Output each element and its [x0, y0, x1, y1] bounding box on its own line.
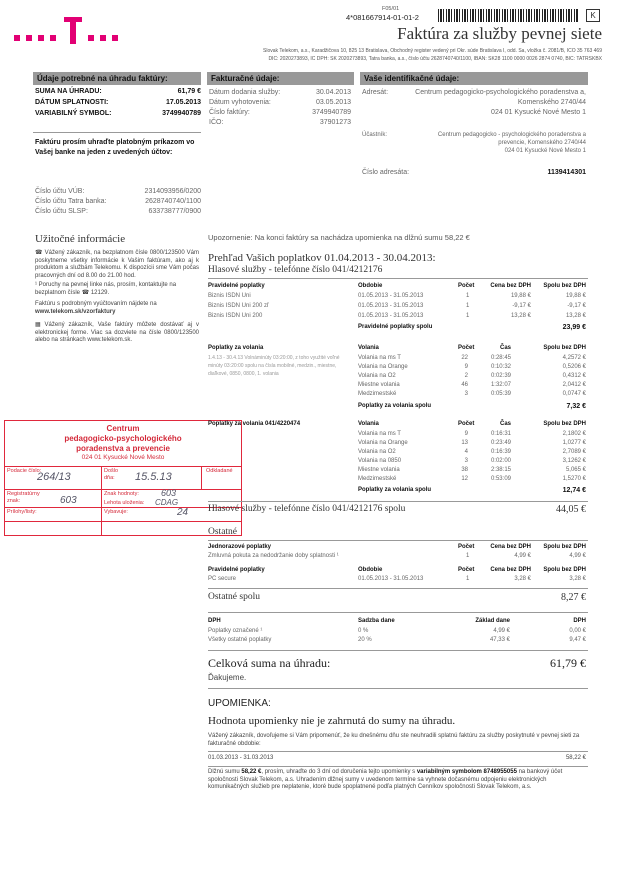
col-header: Sadzba dane	[358, 618, 395, 624]
subtotal-label: Poplatky za volania spolu	[358, 403, 432, 409]
overview-title: Prehľad Vašich poplatkov 01.04.2013 - 30.04.2013:	[208, 252, 436, 264]
vzorfaktury-link[interactable]: www.telekom.sk/vzorfaktury	[35, 309, 116, 315]
table-row: Všetky ostatné poplatky 20 % 47,33 € 9,47 €	[208, 637, 586, 643]
account-value: 2628740740/1100	[145, 198, 201, 205]
subtotal-label: Poplatky za volania spolu	[358, 487, 432, 493]
stamp-field-label: Vybavuje:	[104, 509, 128, 515]
useful-info-p3: Faktúru s podrobným vyúčtovaním nájdete na	[35, 301, 157, 307]
delivery-date-label: Dátum dodania služby:	[209, 89, 281, 96]
table-row: Zmluvná pokuta za nedodržanie doby splatnosti ¹ 1 4,99 € 4,99 €	[208, 553, 586, 559]
col-header: Poplatky za volania	[208, 345, 264, 351]
ucastnik-line: 024 01 Kysucké Nové Mesto 1	[504, 148, 586, 154]
col-header: Počet	[458, 544, 475, 550]
col-header: Obdobie	[358, 567, 383, 573]
text: na bankový účet spoločnosti Slovak Telekom, a.s. Uhradením dlžnej sumy v uvedenom termíne sa vyhnete dočasnému odpojeniu elektronických komunikačných služieb pre neplatenie, ktoré bude spoplatnené podľa platných Cenníkov spoločnosti Slovak Telekom, a.s.	[208, 769, 563, 790]
debt-amount: 58,22 €	[241, 769, 262, 775]
voice-service-total-label: Hlasové služby - telefónne číslo 041/4212176 spolu	[208, 504, 406, 514]
stamp-field-label: Lehota uloženia:	[104, 500, 145, 506]
stamp-handwriting: 264/13	[37, 471, 71, 483]
useful-info-p2: ¹ Poruchy na pevnej linke nás, prosím, kontaktujte na bezplatnom čísle ☎ 12129.	[35, 282, 177, 296]
invoice-number-label: Číslo faktúry:	[209, 109, 250, 116]
t-logo-icon	[14, 14, 124, 48]
col-header: Spolu bez DPH	[543, 421, 586, 427]
col-header: Cena bez DPH	[490, 567, 531, 573]
col-header: Počet	[458, 345, 475, 351]
barcode-number: 4*081667914-01-01-2	[346, 13, 419, 22]
col-header: Pravidelné poplatky	[208, 283, 265, 289]
adresat-label: Adresát:	[362, 89, 389, 96]
stamp-handwriting: CDAG	[155, 498, 179, 507]
ico-label: IČO:	[209, 119, 224, 126]
issue-date-label: Dátum vyhotovenia:	[209, 99, 271, 106]
ucastnik-label: Účastník:	[362, 132, 388, 138]
other-total-value: 8,27 €	[561, 592, 586, 603]
other-total-label: Ostatné spolu	[208, 592, 260, 602]
table-row: Poplatky označené ¹ 0 % 4,99 € 0,00 €	[208, 628, 586, 634]
stamp-line: poradenstva a prevencie	[76, 444, 170, 453]
reminder-period: 01.03.2013 - 31.03.2013	[208, 755, 274, 761]
table-row: Biznis ISDN Uni 01.05.2013 - 31.05.2013 1 19,88 € 19,88 €	[208, 293, 586, 299]
stamp-field-label: Došlo dňa:	[104, 468, 119, 481]
table-row: Medzimestské 3 0:05:39 0,0747 €	[358, 391, 586, 397]
col-header: Počet	[458, 567, 475, 573]
voice-service-total-value: 44,05 €	[556, 504, 586, 515]
section-label: Poplatky za volania 041/4220474	[208, 421, 301, 427]
invoice-title: Faktúra za služby pevnej siete	[397, 24, 602, 43]
variable-symbol-label: VARIABILNÝ SYMBOL:	[35, 110, 112, 117]
table-row: Volania na O2 4 0:16:39 2,7089 €	[358, 449, 586, 455]
stamp-field-label: Podacie číslo:	[7, 468, 42, 474]
col-header: Spolu bez DPH	[543, 345, 586, 351]
col-header: Volania	[358, 345, 379, 351]
col-header: Čas	[499, 421, 511, 427]
stamp-field-label: Registratúrny znak:	[7, 491, 40, 504]
barcode	[438, 9, 578, 22]
col-header: DPH	[208, 618, 221, 624]
payment-heading: Údaje potrebné na úhradu faktúry:	[33, 72, 201, 85]
subtotal-value: 23,99 €	[562, 324, 586, 331]
col-header: Spolu bez DPH	[543, 567, 586, 573]
reminder-subtitle: Hodnota upomienky nie je zahrnutá do sumy na úhradu.	[208, 715, 456, 727]
stamp-line: 024 01 Kysucké Nové Mesto	[81, 454, 165, 461]
text: , prosím, uhraďte do 3 dní od doručenia tejto upomienky s	[261, 769, 417, 775]
table-row: Biznis ISDN Uni 200 zľ 01.05.2013 - 31.05.2013 1 -9,17 € -9,17 €	[208, 303, 586, 309]
invoice-details	[209, 89, 351, 131]
stamp-field-label: Prílohy/listy:	[7, 509, 37, 515]
col-header: Obdobie	[358, 283, 383, 289]
useful-info-title: Užitočné informácie	[35, 233, 126, 245]
table-row: Volania na ms T 22 0:28:45 4,2572 €	[358, 355, 586, 361]
account-label: Číslo účtu VÚB:	[35, 188, 85, 195]
stamp-line: Centrum	[106, 424, 140, 433]
invoice-heading: Fakturačné údaje:	[207, 72, 354, 85]
grand-total-label: Celková suma na úhradu:	[208, 656, 331, 670]
stamp-handwriting: 603	[60, 495, 77, 506]
telekom-logo	[14, 14, 124, 48]
doc-code: F05/01	[382, 6, 400, 12]
calls2-table	[208, 421, 586, 501]
col-header: Cena bez DPH	[490, 544, 531, 550]
thanks-text: Ďakujeme.	[208, 673, 247, 682]
col-header: Cena bez DPH	[490, 283, 531, 289]
table-row: Volania na Orange 9 0:10:32 0,5206 €	[358, 364, 586, 370]
variable-symbol-value: 3749940789	[162, 110, 201, 117]
reminder-text: Vážený zákazník, dovoľujeme si Vám pripomenúť, že ku dnešnému dňu ste neuhradili splatnú faktúru za služby poskytnuté v pevnej sieti za fakturačné obdobie:	[208, 733, 580, 747]
ident-details	[362, 89, 586, 179]
amount-label: SUMA NA ÚHRADU:	[35, 88, 102, 95]
account-label: Číslo účtu SLSP:	[35, 208, 88, 215]
adresat-line: Centrum pedagogicko-psychologického poradenstva a,	[415, 89, 586, 96]
subtotal-value: 12,74 €	[562, 487, 586, 494]
text: Dlžnú sumu	[208, 769, 242, 775]
stamp-field-label: Odkladané	[206, 468, 233, 474]
table-row: Biznis ISDN Uni 200 01.05.2013 - 31.05.2013 1 13,28 € 13,28 €	[208, 313, 586, 319]
variable-symbol: variabilným symbolom 8748955055	[416, 769, 517, 775]
stamp-line: pedagogicko-psychologického	[64, 434, 182, 443]
ident-heading: Vaše identifikačné údaje:	[360, 72, 588, 85]
reminder-title: UPOMIENKA:	[208, 698, 271, 709]
col-header: Čas	[499, 345, 511, 351]
col-header: Jednorazové poplatky	[208, 544, 272, 550]
stamp-field-label: Znak hodnoty:	[104, 491, 139, 497]
col-header: Počet	[458, 283, 475, 289]
table-row: Volania na Orange 13 0:23:49 1,0277 €	[358, 440, 586, 446]
reminder-amount: 58,22 €	[565, 755, 586, 761]
due-date-value: 17.05.2013	[165, 99, 201, 106]
issue-date-value: 03.05.2013	[315, 99, 351, 106]
table-row: Miestne volania 38 2:38:15 5,065 €	[358, 467, 586, 473]
ucastnik-line: prevencie, Komenského 2740/44	[498, 140, 586, 146]
vat-table	[208, 618, 586, 648]
useful-info-p1: ☎ Vážený zákazník, na bezplatnom čísle 0800/123500 Vám poskytneme všetky informácie k Vašim faktúram, ako aj k produktom a službám Telekomu. K dispozícii sme Vám počas pracovných dní od 8.00 do 21.00 hod.	[35, 250, 199, 279]
col-header: DPH	[573, 618, 586, 624]
payment-details	[35, 88, 201, 120]
account-value: 2314093956/0200	[144, 188, 201, 195]
company-info-2: DIČ: 2020273893, IČ DPH: SK 2020273893, Tatra banka, a.s., číslo účtu 2628740740/1100, IBAN: SK28 1100 0000 0026 2874 0740, BIC: TATRSKBX	[268, 56, 602, 62]
table-row: PC secure 01.05.2013 - 31.05.2013 1 3,28 € 3,28 €	[208, 576, 586, 582]
payment-note: Faktúru prosím uhraďte platobným príkazom vo Vašej banke na jeden z uvedených účtov:	[35, 139, 195, 156]
bank-accounts	[35, 188, 201, 220]
table-row: Volania na ms T 9 0:16:31 2,1802 €	[358, 431, 586, 437]
adresat-line: Komenského 2740/44	[517, 99, 586, 106]
invoice-number-value: 3749940789	[312, 109, 351, 116]
grand-total-value: 61,79 €	[550, 656, 586, 670]
col-header: Pravidelné poplatky	[208, 567, 265, 573]
voice-service-title: Hlasové služby - telefónne číslo 041/4212176	[208, 265, 383, 275]
overdue-warning: Upozornenie: Na konci faktúry sa nachádza upomienka na dlžnú sumu 58,22 €	[208, 233, 470, 242]
free-minutes-note: 1.4.13 - 30.4.13 Volnáminúty 03:20:00, z toho využité voľné minúty 03:20:00 spolu na čísla mobilné, medzin., miestne, diaľkové, 0850, 0800, 1. volania	[208, 355, 340, 377]
ucastnik-line: Centrum pedagogicko - psychologického poradenstva a	[437, 132, 586, 138]
box-letter: K	[586, 9, 600, 22]
other-table	[208, 544, 586, 588]
account-value: 633738777/0900	[148, 208, 201, 215]
col-header: Volania	[358, 421, 379, 427]
stamp-handwriting: 603	[161, 488, 177, 498]
calls-table	[208, 345, 586, 415]
table-row: Miestne volania 46 1:32:07 2,0412 €	[358, 382, 586, 388]
col-header: Počet	[458, 421, 475, 427]
table-row: Volania na O2 2 0:02:39 0,4312 €	[358, 373, 586, 379]
col-header: Základ dane	[475, 618, 510, 624]
table-row: Medzimestské 12 0:53:09 1,5270 €	[358, 476, 586, 482]
customer-number-label: Číslo adresáta:	[362, 169, 410, 176]
stamp-handwriting: 24	[177, 507, 189, 518]
company-info-1: Slovak Telekom, a.s., Karadžičova 10, 825 13 Bratislava, Obchodný register vedený pri Okr. súde Bratislava I, odd. Sa, vložka č. 2081/B, IČO 35 763 469	[263, 48, 602, 54]
adresat-line: 024 01 Kysucké Nové Mesto 1	[491, 109, 586, 116]
regular-fees-table	[208, 283, 586, 343]
reminder-instructions	[208, 769, 586, 792]
useful-info-p4: ▦ Vážený zákazník, Vaše faktúry môžete dostávať aj v elektronickej forme. Viac sa dozviete na čísle 0800/123500 alebo na stránkach www.telekom.sk.	[35, 322, 199, 343]
stamp-handwriting: 15.5.13	[135, 471, 172, 483]
table-row: Volania na 0850 3 0:02:00 3,1262 €	[358, 458, 586, 464]
col-header: Spolu bez DPH	[543, 544, 586, 550]
subtotal-label: Pravidelné poplatky spolu	[358, 324, 433, 330]
other-title: Ostatné	[208, 527, 238, 537]
account-label: Číslo účtu Tatra banka:	[35, 198, 107, 205]
registry-stamp	[4, 420, 242, 536]
customer-number-value: 1139414301	[547, 169, 586, 176]
ico-value: 37901273	[319, 119, 351, 126]
col-header: Spolu bez DPH	[543, 283, 586, 289]
subtotal-value: 7,32 €	[566, 403, 586, 410]
amount-value: 61,79 €	[177, 88, 201, 95]
due-date-label: DÁTUM SPLATNOSTI:	[35, 99, 109, 106]
delivery-date-value: 30.04.2013	[315, 89, 351, 96]
